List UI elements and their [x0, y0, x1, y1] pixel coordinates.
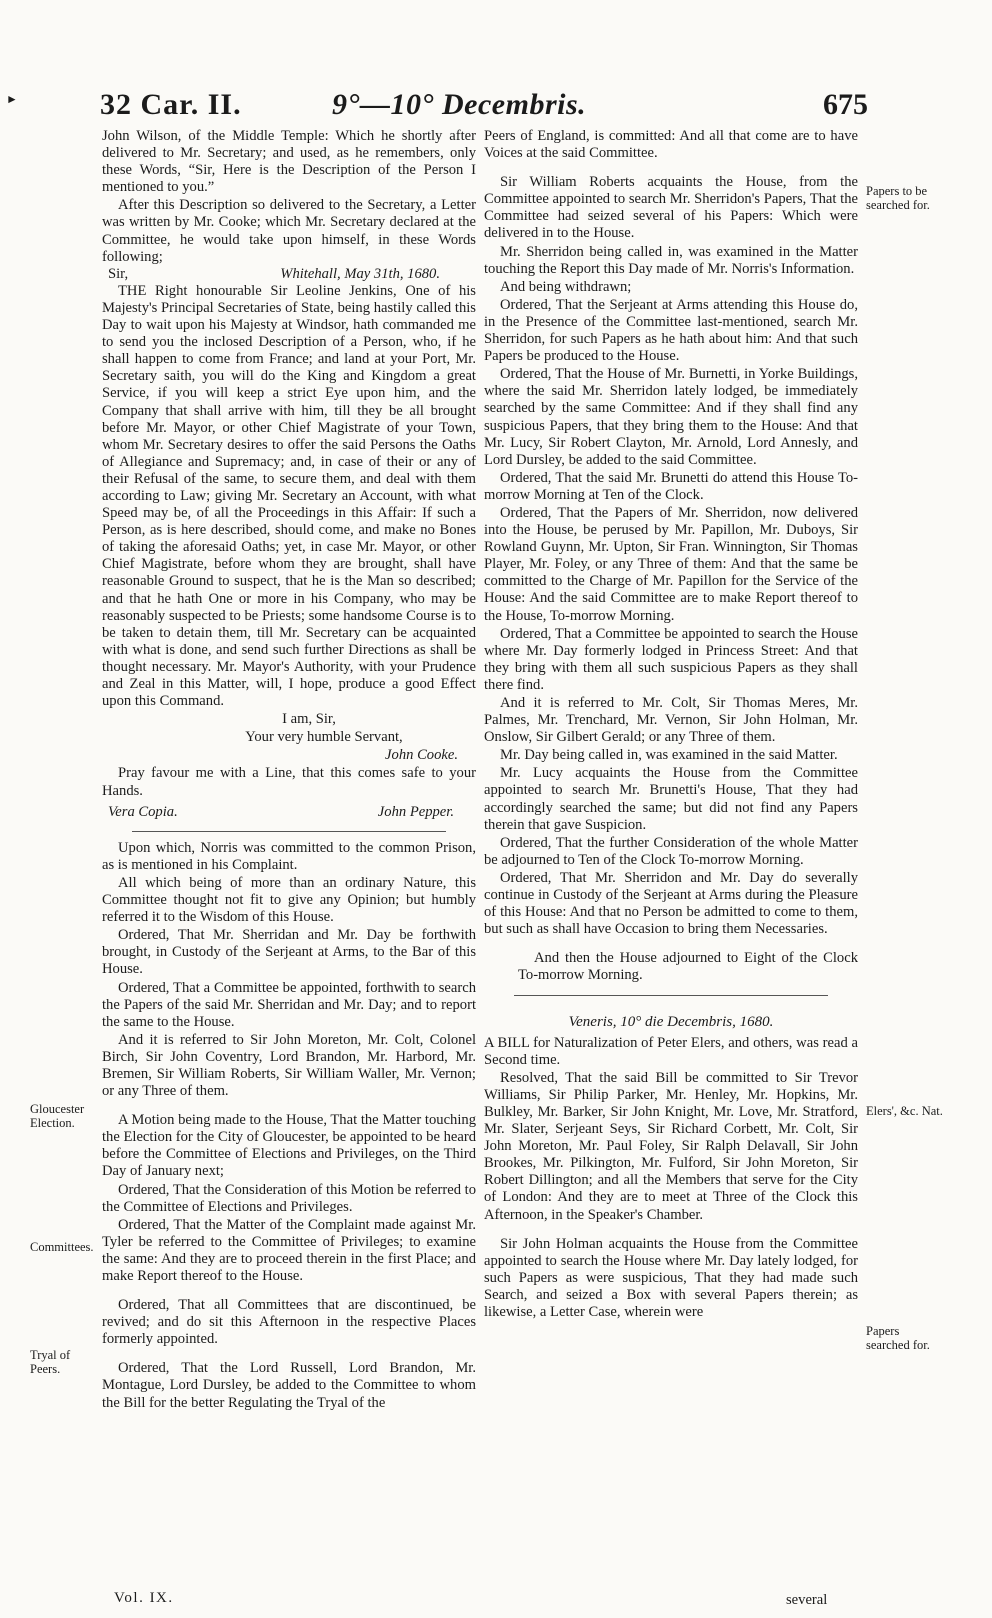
postscript: Pray favour me with a Line, that this comes safe to your Hands.: [102, 765, 476, 799]
page-number: 675: [823, 88, 868, 121]
margin-note-papers-searched: Papers searched for.: [866, 1324, 930, 1352]
paragraph: Mr. Day being called in, was examined in the said Matter.: [500, 747, 838, 764]
paragraph: All which being of more than an ordinary Nature, this Committee thought not fit to give any Opinion; but humbly referred it to the Wisdom of this House.: [102, 874, 476, 926]
right-column: [484, 128, 858, 1321]
paragraph: A BILL for Naturalization of Peter Elers, and others, was read a Second time.: [484, 1034, 858, 1068]
copia-row: [102, 804, 476, 821]
paragraph: Resolved, That the said Bill be committed to Sir Trevor Williams, Sir Philip Parker, Mr. Henley, Mr. Hopkins, Mr. Bulkley, Mr. Barker, Sir John Knight, Mr. Love, Mr. Stratford, Mr. Slater, Serjeant Seys, Sir Richard Corbett, Mr. Colt, Sir John Moreton, Mr. Paul Foley, Sir Ralph Delavall, Sir John Brookes, Mr. Pilkington, Mr. Fulford, Sir John Moreton, Sir Robert Dillington; and all the Members that serve for the City of London: And they are to meet at Three of the Clock this Afternoon, in the Speaker's Chamber.: [484, 1069, 858, 1223]
paragraph: Ordered, That a Committee be appointed, forthwith to search the Papers of the said Mr. Sherridan and Mr. Day; and to report the same to the House.: [102, 979, 476, 1030]
paragraph: Mr. Sherridon being called in, was examined in the Matter touching the Report this Day made of Mr. Norris's Information.: [484, 243, 858, 277]
divider: [514, 995, 828, 996]
date-heading: 9°—10° Decembris.: [332, 88, 587, 121]
left-column: [102, 128, 476, 1412]
regnal-year: 32 Car. II.: [100, 88, 242, 121]
margin-note-gloucester: Gloucester Election.: [30, 1102, 85, 1130]
letter-valediction: Your very humble Servant,: [245, 729, 403, 746]
letter-dateline-row: [102, 266, 476, 283]
paragraph: Sir John Holman acquaints the House from the Committee appointed to search the House where Mr. Day lately lodged, for such Papers as were suspicious, That they had made such Search, and seized a Box with several Papers therein; as likewise, a Letter Case, wherein were: [484, 1235, 858, 1320]
paragraph: Ordered, That the Serjeant at Arms attending this House do, in the Presence of the Committee last-mentioned, search Mr. Sherridon, for such Papers as he hath about him: And that such Papers be produced to the House.: [484, 296, 858, 365]
arrow-mark: ►: [6, 92, 18, 106]
letter-closing: I am, Sir,: [282, 711, 336, 728]
copia-label: Vera Copia.: [108, 803, 178, 820]
letter-body: THE Right honourable Sir Leoline Jenkins, One of his Majesty's Principal Secretaries of State, being hastily called this Day to wait upon his Majesty at Windsor, hath commanded me to send you the inclosed Description of a Person, who, if he shall happen to come from France; and land at your Port, Mr. Secretary saith, you will do the King and Kingdom a great Service, if you will keep a strict Eye upon him, and the Company that shall arrive with him, till they be all brought before Mr. Mayor, or other Chief Magistrate of your Town, whom Mr. Secretary desires to offer the said Persons the Oaths of Allegiance and Supremacy; and, in case of their or any of their Refusal of the same, to secure them, and deal with them according to Law; giving Mr. Secretary an Account, with what Speed may be, of all the Proceedings in this Affair: If such a Person, as is here described, should come, and make no Bones of taking the aforesaid Oaths; yet, in case Mr. Mayor, or other Chief Magistrate, before whom they are brought, shall have reasonable Ground to suspect, that he is the Man so described; and that he hath One or more in his Company, who may be reasonably suspected to be Priests; some handsome Course is to be taken to detain them, till Mr. Secretary can be acquainted with what is done, and send such further Directions as shall be thought necessary. Mr. Mayor's Authority, with your Prudence and Zeal in this Matter, will, I hope, produce a good Effect upon this Command.: [102, 282, 476, 710]
day-heading: Veneris, 10° die Decembris, 1680.: [568, 1013, 774, 1030]
paragraph: After this Description so delivered to the Secretary, a Letter was written by Mr. Cooke; which Mr. Secretary declared at the Committee, he would take upon himself, in these Words following;: [102, 197, 476, 265]
paragraph: And being withdrawn;: [500, 278, 632, 295]
paragraph: Upon which, Norris was committed to the common Prison, as is mentioned in his Complaint.: [102, 839, 476, 873]
letter-salutation: Sir,: [108, 265, 129, 282]
paragraph: Sir William Roberts acquaints the House, from the Committee appointed to search Mr. Sherridon's Papers, That the Committee had seized several of his Papers: Which were delivered in to the House.: [484, 174, 858, 242]
paragraph: Ordered, That the Lord Russell, Lord Brandon, Mr. Montague, Lord Dursley, be added to the Committee to whom the Bill for the better Regulating the Tryal of the: [102, 1360, 476, 1411]
letter-dateline: Whitehall, May 31th, 1680.: [280, 265, 440, 282]
divider: [132, 831, 446, 832]
paragraph: A Motion being made to the House, That the Matter touching the Election for the City of Gloucester, be appointed to be heard before the Committee of Elections and Privileges, on the Third Day of January next;: [102, 1112, 476, 1180]
paragraph: John Wilson, of the Middle Temple: Which he shortly after delivered to Mr. Secretary; and used, as he remembers, only these Words, “Sir, Here is the Description of the Person I mentioned to you.”: [102, 128, 476, 196]
copia-signer: John Pepper.: [377, 803, 454, 820]
letter-signer: John Cooke.: [385, 747, 458, 764]
paragraph: Ordered, That Mr. Sherridon and Mr. Day do severally continue in Custody of the Serjeant at Arms during the Pleasure of this House: And that no Person be admitted to come to them, but such as shall have Occasion to bring them Necessaries.: [484, 869, 858, 938]
paragraph: Ordered, That the Matter of the Complaint made against Mr. Tyler be referred to the Committee of Privileges; to examine the same: And they are to proceed therein in the first Place; and make Report thereof to the House.: [102, 1216, 476, 1284]
margin-note-papers-to-be-searched: Papers to be searched for.: [866, 184, 930, 212]
paragraph: Peers of England, is committed: And all that come are to have Voices at the said Committee.: [484, 128, 858, 162]
margin-note-elers: Elers', &c. Nat.: [866, 1104, 943, 1118]
margin-note-committees: Committees.: [30, 1240, 94, 1254]
paragraph: Ordered, That the Papers of Mr. Sherridon, now delivered into the House, be perused by Mr. Papillon, Mr. Duboys, Sir Rowland Guynn, Mr. Upton, Sir Fran. Winnington, Sir Thomas Player, Mr. Foley, or any Three of them: And that the same be committed to the Charge of Mr. Papillon for the Service of the House: And the said Committee are to make Report thereof to the House, To-morrow Morning.: [484, 504, 858, 624]
paragraph: Ordered, That a Committee be appointed to search the House where Mr. Day formerly lodged in Princess Street: And that they bring with them all such suspicious Papers as they shall there find.: [484, 625, 858, 693]
page-header: [100, 88, 868, 128]
paragraph: Mr. Lucy acquaints the House from the Committee appointed to search Mr. Brunetti's House, That they had accordingly searched the same; but did not find any Papers therein that gave Suspicion.: [484, 765, 858, 833]
volume-label: Vol. IX.: [114, 1590, 174, 1606]
catchword: several: [786, 1592, 828, 1608]
paragraph: And it is referred to Sir John Moreton, Mr. Colt, Colonel Birch, Sir John Coventry, Lord Brandon, Mr. Harbord, Mr. Bremen, Sir William Roberts, Sir William Waller, Mr. Vernon; or any Three of them.: [102, 1031, 476, 1100]
paragraph: Ordered, That all Committees that are discontinued, be revived; and do sit this Afternoon in the respective Places formerly appointed.: [102, 1297, 476, 1348]
paragraph: Ordered, That the said Mr. Brunetti do attend this House To-morrow Morning at Ten of the Clock.: [484, 469, 858, 503]
paragraph: Ordered, That the further Consideration of the whole Matter be adjourned to Ten of the Clock To-morrow Morning.: [484, 834, 858, 868]
paragraph: Ordered, That the Consideration of this Motion be referred to the Committee of Elections and Privileges.: [102, 1181, 476, 1215]
paragraph: Ordered, That Mr. Sherridan and Mr. Day be forthwith brought, in Custody of the Serjeant at Arms, to the Bar of this House.: [102, 927, 476, 978]
margin-note-tryal: Tryal of Peers.: [30, 1348, 71, 1376]
adjournment: And then the House adjourned to Eight of the Clock To-morrow Morning.: [518, 950, 858, 984]
paragraph: Ordered, That the House of Mr. Burnetti, in Yorke Buildings, where the said Mr. Sherridon lately lodged, be immediately searched by the same Committee: And if they shall find any suspicious Papers, that they bring them to the House: And that Mr. Lucy, Sir Robert Clayton, Mr. Arnold, Lord Annesly, and Lord Dursley, be added to the said Committee.: [484, 366, 858, 468]
paragraph: And it is referred to Mr. Colt, Sir Thomas Meres, Mr. Palmes, Mr. Trenchard, Mr. Vernon, Sir John Holman, Mr. Onslow, Sir Gilbert Gerald; or any Three of them.: [484, 695, 858, 746]
